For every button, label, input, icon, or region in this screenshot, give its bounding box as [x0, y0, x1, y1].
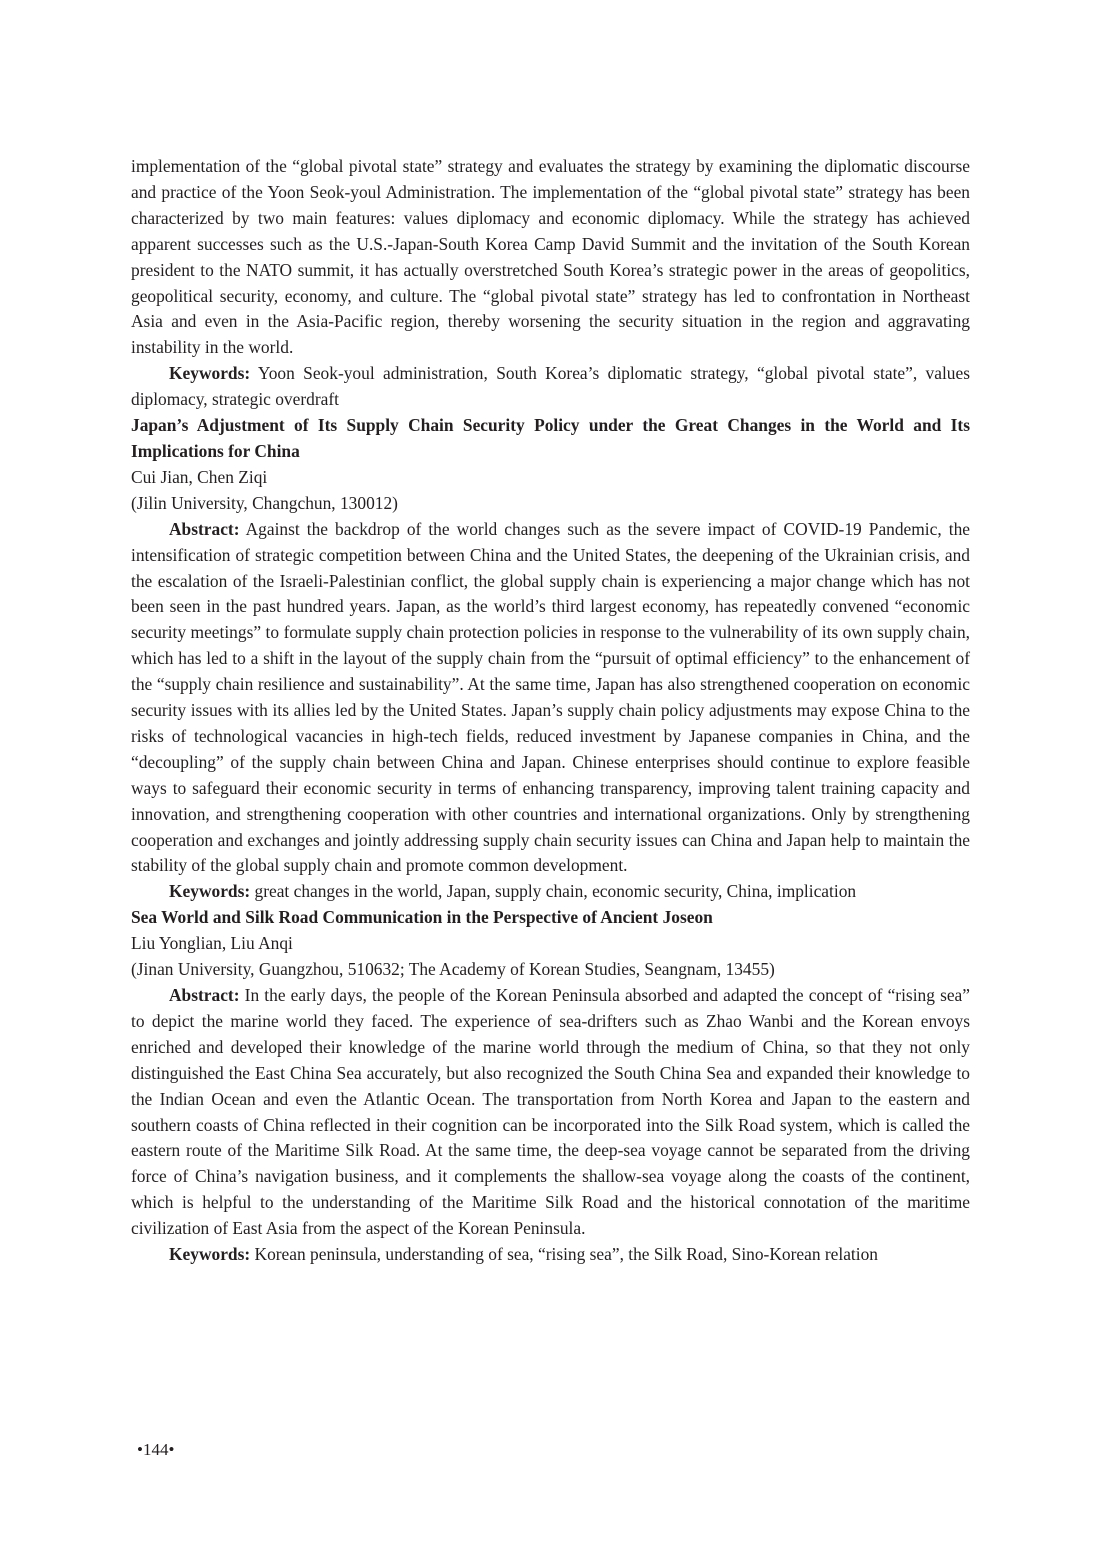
- article-keywords: [131, 1242, 970, 1268]
- intro-paragraph: implementation of the “global pivotal state” strategy and evaluates the strategy by examining the diplomatic discourse and practice of the Yoon Seok-youl Administration. The implementation of the “global pivotal state” strategy has been characterized by two main features: values diplomacy and economic diplomacy. While the strategy has achieved apparent successes such as the U.S.-Japan-South Korea Camp David Summit and the invitation of the South Korean president to the NATO summit, it has actually overstretched South Korea’s strategic power in the areas of geopolitics, geopolitical security, economy, and culture. The “global pivotal state” strategy has led to confrontation in Northeast Asia and even in the Asia-Pacific region, thereby worsening the security situation in the region and aggravating instability in the world.: [131, 156, 970, 358]
- article-title: Japan’s Adjustment of Its Supply Chain Security Policy under the Great Changes in the World and Its Implications for China: [131, 415, 970, 461]
- keywords-label: Keywords:: [169, 1244, 251, 1265]
- article-authors: Liu Yonglian, Liu Anqi: [131, 933, 293, 954]
- page-number: •144•: [137, 1440, 175, 1459]
- abstract-label: Abstract:: [169, 985, 240, 1005]
- article-title: Sea World and Silk Road Communication in the Perspective of Ancient Joseon: [131, 907, 713, 928]
- keywords-label: Keywords:: [169, 363, 251, 384]
- article-abstract: [131, 517, 970, 880]
- article-affiliation: (Jinan University, Guangzhou, 510632; The Academy of Korean Studies, Seangnam, 13455): [131, 959, 775, 980]
- abstract-label: Abstract:: [169, 518, 240, 539]
- article-affiliation: (Jilin University, Changchun, 130012): [131, 492, 398, 513]
- keywords-text: Korean peninsula, understanding of sea, “rising sea”, the Silk Road, Sino-Korean relation: [250, 1244, 878, 1265]
- keywords-label: Keywords:: [169, 881, 251, 902]
- keywords-text: Yoon Seok-youl administration, South Korea’s diplomatic strategy, “global pivotal state”, values diplomacy, strategic overdraft: [131, 363, 970, 410]
- abstract-text: In the early days, the people of the Korean Peninsula absorbed and adapted the concept of “rising sea” to depict the marine world they faced. The experience of sea-drifters such as Zhao Wanbi and the Korean envoys enriched and developed their knowledge of the marine world through the medium of China, so that they not only distinguished the East China Sea accurately, but also recognized the South China Sea and expanded their knowledge to the Indian Ocean and even the Atlantic Ocean. The transportation from North Korea and Japan to the eastern and southern coasts of China reflected in their cognition can be incorporated into the Silk Road system, which is called the eastern route of the Maritime Silk Road. At the same time, the deep-sea voyage cannot be separated from the driving force of China’s navigation business, and it complements the shallow-sea voyage along the coasts of the continent, which is helpful to the understanding of the Maritime Silk Road and the historical connotation of the maritime civilization of East Asia from the aspect of the Korean Peninsula.: [131, 985, 970, 1239]
- article-abstract: [131, 983, 970, 1242]
- intro-keywords: [131, 361, 970, 413]
- keywords-text: great changes in the world, Japan, supply chain, economic security, China, implication: [250, 881, 857, 902]
- article-keywords: [131, 879, 970, 905]
- article-authors: Cui Jian, Chen Ziqi: [131, 466, 268, 487]
- abstract-text: Against the backdrop of the world changes such as the severe impact of COVID-19 Pandemic, the intensification of strategic competition between China and the United States, the deepening of the Ukrainian crisis, and the escalation of the Israeli-Palestinian conflict, the global supply chain is experiencing a major change which has not been seen in the past hundred years. Japan, as the world’s third largest economy, has repeatedly convened “economic security meetings” to formulate supply chain protection policies in response to the vulnerability of its own supply chain, which has led to a shift in the layout of the supply chain from the “pursuit of optimal efficiency” to the enhancement of the “supply chain resilience and sustainability”. At the same time, Japan has also strengthened cooperation on economic security issues with its allies led by the United States. Japan’s supply chain policy adjustments may expose China to the risks of technological vacancies in high-tech fields, reduced investment by Japanese companies in China, and the “decoupling” of the supply chain between China and Japan. Chinese enterprises should continue to explore feasible ways to safeguard their economic security in terms of enhancing transparency, improving talent training capacity and innovation, and strengthening cooperation with other countries and international organizations. Only by strengthening cooperation and exchanges and jointly addressing supply chain security issues can China and Japan help to maintain the stability of the global supply chain and promote common development.: [131, 518, 970, 876]
- page-content: [131, 154, 970, 1268]
